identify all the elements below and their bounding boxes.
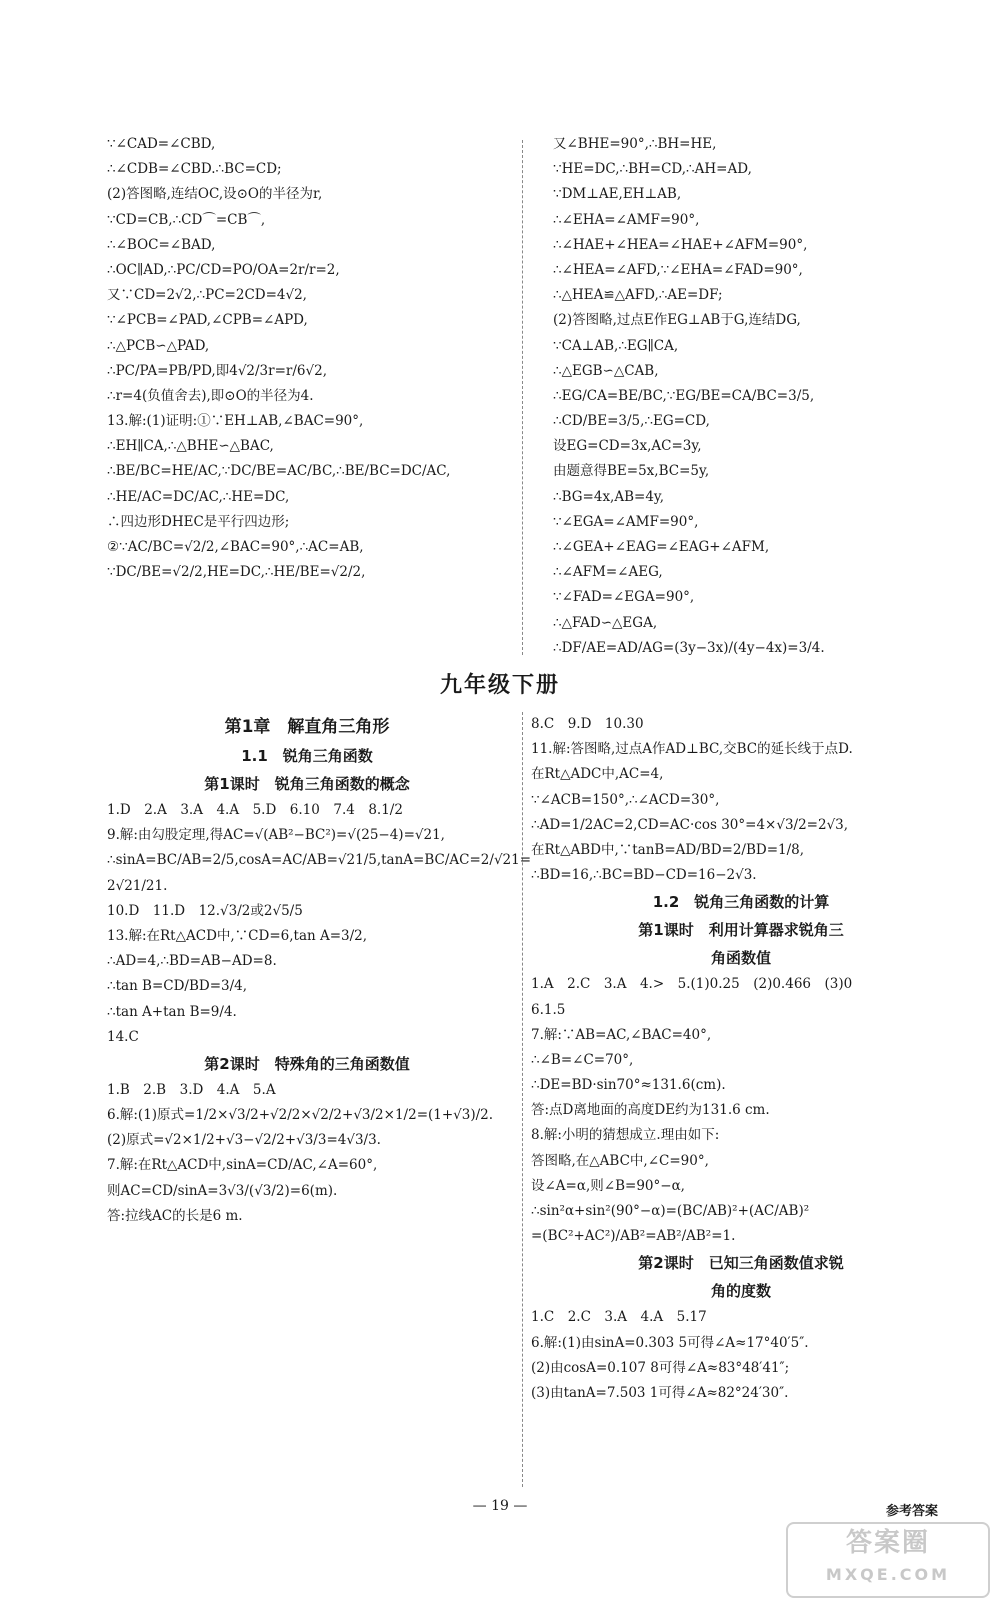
answer-block <box>531 1305 951 1406</box>
answer-line: 则AC=CD/sinA=3√3/(√3/2)=6(m). <box>107 1182 338 1199</box>
answer-line: 设EG=CD=3x,AC=3y, <box>553 438 702 455</box>
answer-block <box>531 972 951 1249</box>
answer-line: ∴DF/AE=AD/AG=(3y−3x)/(4y−4x)=3/4. <box>553 639 825 656</box>
lesson-heading-1-2-2-cont: 角的度数 <box>710 1282 771 1301</box>
vertical-separator-top <box>522 140 523 655</box>
answer-line: ∴r=4(负值舍去),即⊙O的半径为4. <box>107 387 314 404</box>
answer-line: 8.解:小明的猜想成立.理由如下: <box>531 1127 720 1144</box>
answer-line: 答图略,在△ABC中,∠C=90°, <box>531 1152 709 1169</box>
lesson-heading-1-2-2: 第2课时 已知三角函数值求锐 <box>638 1254 844 1273</box>
bottom-left-column <box>107 712 532 1229</box>
answer-line: 设∠A=α,则∠B=90°−α, <box>531 1177 685 1194</box>
answer-line: ∴△PCB∽△PAD, <box>107 337 210 354</box>
answer-line: ∴sin²α+sin²(90°−α)=(BC/AB)²+(AC/AB)² <box>531 1203 810 1219</box>
answer-line: ∴∠HAE+∠HEA=∠HAE+∠AFM=90°, <box>553 236 808 253</box>
top-left-column <box>107 132 507 585</box>
section-heading-1-2: 1.2 锐角三角函数的计算 <box>652 893 830 912</box>
answer-line: 1.D 2.A 3.A 4.A 5.D 6.10 7.4 8.1/2 <box>107 802 403 818</box>
answer-line: (2)原式=√2×1/2+√3−√2/2+√3/3=4√3/3. <box>107 1132 381 1149</box>
answer-line: 13.解:(1)证明:①∵EH⊥AB,∠BAC=90°, <box>107 413 364 430</box>
answer-line: ∵DC/BE=√2/2,HE=DC,∴HE/BE=√2/2, <box>107 564 366 581</box>
answer-line: ∴BE/BC=HE/AC,∵DC/BE=AC/BC,∴BE/BC=DC/AC, <box>107 463 451 480</box>
answer-line: 6.解:(1)由sinA=0.303 5可得∠A≈17°40′5″. <box>531 1334 809 1351</box>
answer-block <box>107 798 532 1050</box>
answer-line: ∴DE=BD·sin70°≈131.6(cm). <box>531 1077 726 1094</box>
answer-line: ∵∠ACB=150°,∴∠ACD=30°, <box>531 791 720 808</box>
answer-line: 10.D 11.D 12.√3/2或2√5/5 <box>107 902 303 919</box>
answer-line: ∵∠CAD=∠CBD, <box>107 136 216 152</box>
answer-line: ∵∠PCB=∠PAD,∠CPB=∠APD, <box>107 312 308 329</box>
top-right-column <box>553 132 953 661</box>
answer-line: 又∠BHE=90°,∴BH=HE, <box>553 136 717 152</box>
answer-line: ∴∠GEA+∠EAG=∠EAG+∠AFM, <box>553 539 770 555</box>
answer-line: ∴四边形DHEC是平行四边形; <box>107 513 290 530</box>
answer-line: (3)由tanA=7.503 1可得∠A≈82°24′30″. <box>531 1384 789 1401</box>
answer-line: ∴△EGB∽△CAB, <box>553 362 659 379</box>
answer-line: ∴△FAD∽△EGA, <box>553 614 658 631</box>
answer-line: 答:拉线AC的长是6 m. <box>107 1207 243 1224</box>
footer-label: 参考答案 <box>885 1504 938 1519</box>
answer-block <box>107 1078 507 1229</box>
answer-line: 8.C 9.D 10.30 <box>531 716 644 732</box>
chapter-title: 第1章 解直角三角形 <box>224 717 390 737</box>
answer-line: ∴tan A+tan B=9/4. <box>107 1003 237 1020</box>
answer-line: 13.解:在Rt△ACD中,∵CD=6,tan A=3/2, <box>107 927 368 944</box>
answer-line: ∴∠CDB=∠CBD.∴BC=CD; <box>107 161 282 178</box>
answer-line: ∴OC∥AD,∴PC/CD=PO/OA=2r/r=2, <box>107 261 340 278</box>
answer-line: 7.解:∵AB=AC,∠BAC=40°, <box>531 1026 712 1043</box>
answer-block <box>531 712 951 888</box>
watermark-text-bottom: MXQE.COM <box>825 1565 951 1584</box>
answer-line: ∴HE/AC=DC/AC,∴HE=DC, <box>107 488 290 505</box>
lesson-heading-1-1-1: 第1课时 锐角三角函数的概念 <box>204 775 410 793</box>
answer-line: 9.解:由勾股定理,得AC=√(AB²−BC²)=√(25−4)=√21, <box>107 827 445 844</box>
answer-line: ∴∠HEA=∠AFD,∵∠EHA=∠FAD=90°, <box>553 261 803 278</box>
answer-line: ∴∠B=∠C=70°, <box>531 1051 634 1068</box>
answer-line: ∴sinA=BC/AB=2/5,cosA=AC/AB=√21/5,tanA=BC/AC=2/√21= <box>107 852 532 869</box>
answer-line: ∴AD=4,∴BD=AB−AD=8. <box>107 953 277 970</box>
lesson-heading-1-1-2: 第2课时 特殊角的三角函数值 <box>204 1054 410 1073</box>
answer-line: 由题意得BE=5x,BC=5y, <box>553 463 710 480</box>
answer-line: ∵∠FAD=∠EGA=90°, <box>553 589 695 606</box>
answer-line: ∵CD=CB,∴CD⌒=CB⌒, <box>107 211 266 228</box>
answer-line: ∴PC/PA=PB/PD,即4√2/3r=r/6√2, <box>107 362 327 379</box>
answer-line: ∴BG=4x,AB=4y, <box>553 488 665 505</box>
answer-line: 2√21/21. <box>107 877 168 894</box>
answer-line: ∴∠BOC=∠BAD, <box>107 236 216 253</box>
answer-line: ∵DM⊥AE,EH⊥AB, <box>553 186 682 203</box>
watermark-logo <box>786 1522 990 1598</box>
answer-line: ∴△HEA≌△AFD,∴AE=DF; <box>553 287 723 304</box>
answer-line: ∴∠EHA=∠AMF=90°, <box>553 211 700 228</box>
answer-line: ∴CD/BE=3/5,∴EG=CD, <box>553 413 710 430</box>
answer-line: ∴AD=1/2AC=2,CD=AC·cos 30°=4×√3/2=2√3, <box>531 816 849 833</box>
watermark-text-top: 答案圈 <box>845 1528 930 1558</box>
vertical-separator-bottom <box>522 712 523 1487</box>
answer-line: 14.C <box>107 1028 139 1045</box>
answer-line: =(BC²+AC²)/AB²=AB²/AB²=1. <box>531 1228 736 1245</box>
answer-line: 在Rt△ABD中,∵tanB=AD/BD=2/BD=1/8, <box>531 841 805 858</box>
answer-line: 又∵CD=2√2,∴PC=2CD=4√2, <box>107 287 307 304</box>
answer-line: ∵HE=DC,∴BH=CD,∴AH=AD, <box>553 161 752 178</box>
answer-line: (2)由cosA=0.107 8可得∠A≈83°48′41″; <box>531 1359 790 1376</box>
answer-line: 1.C 2.C 3.A 4.A 5.17 <box>531 1309 707 1326</box>
answer-line: ∵CA⊥AB,∴EG∥CA, <box>553 337 679 354</box>
answer-line: 11.解:答图略,过点A作AD⊥BC,交BC的延长线于点D. <box>531 741 853 758</box>
answer-line: ∴tan B=CD/BD=3/4, <box>107 978 248 995</box>
answer-line: ②∵AC/BC=√2/2,∠BAC=90°,∴AC=AB, <box>107 539 364 555</box>
answer-line: ∴∠AFM=∠AEG, <box>553 564 663 581</box>
answer-line: 1.B 2.B 3.D 4.A 5.A <box>107 1081 276 1098</box>
answer-line: 1.A 2.C 3.A 4.> 5.(1)0.25 (2)0.466 (3)0 <box>531 976 853 993</box>
section-heading-1-1: 1.1 锐角三角函数 <box>241 747 373 765</box>
bottom-right-column <box>531 712 951 1406</box>
answer-line: ∴BD=16,∴BC=BD−CD=16−2√3. <box>531 867 757 884</box>
answer-line: (2)答图略,连结OC,设⊙O的半径为r, <box>107 186 323 203</box>
answer-line: 答:点D离地面的高度DE约为131.6 cm. <box>531 1102 770 1119</box>
answer-line: 6.解:(1)原式=1/2×√3/2+√2/2×√2/2+√3/2×1/2=(1+√3)/2. <box>107 1107 494 1124</box>
answer-line: ∵∠EGA=∠AMF=90°, <box>553 513 699 530</box>
page-number: — 19 — <box>472 1498 528 1514</box>
answer-line: ∴EG/CA=BE/BC,∵EG/BE=CA/BC=3/5, <box>553 387 815 404</box>
section-title: 九年级下册 <box>439 673 560 698</box>
answer-line: (2)答图略,过点E作EG⊥AB于G,连结DG, <box>553 312 801 329</box>
answer-line: ∴EH∥CA,∴△BHE∽△BAC, <box>107 438 274 455</box>
answer-line: 7.解:在Rt△ACD中,sinA=CD/AC,∠A=60°, <box>107 1157 378 1174</box>
answer-line: 在Rt△ADC中,AC=4, <box>531 766 664 783</box>
lesson-heading-1-2-1: 第1课时 利用计算器求锐角三 <box>638 921 844 940</box>
answer-line: 6.1.5 <box>531 1001 566 1018</box>
lesson-heading-1-2-1-cont: 角函数值 <box>710 949 771 968</box>
